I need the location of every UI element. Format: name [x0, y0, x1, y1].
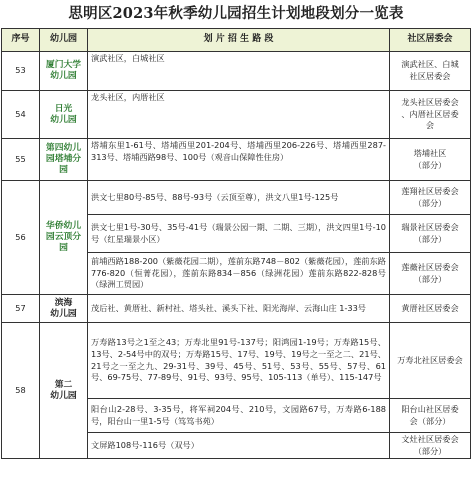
page-title: 思明区2023年秋季幼儿园招生计划地段划分一览表 — [68, 5, 404, 22]
route-text: 洪文七里1号-30号、35号-41号（瑞景公园一期、二期、三期），洪文四里1号-10号（红星瑞景小区） — [88, 215, 390, 253]
row-num: 54 — [2, 91, 40, 139]
kindergarten-name: 华侨幼儿 园云顶分 园 — [40, 181, 88, 295]
table-header-row — [2, 29, 471, 52]
kindergarten-name: 日光 幼儿园 — [40, 91, 88, 139]
route-text: 文屏路108号-116号（双号） — [88, 433, 390, 459]
community-name: 文灶社区居委会 （部分） — [390, 433, 471, 459]
table-row — [2, 181, 471, 215]
route-text: 洪文七里80号-85号、88号-93号（云顶至尊），洪文八里1号-125号 — [88, 181, 390, 215]
community-name: 万寿北社区居委会 — [390, 323, 471, 399]
kindergarten-name: 滨海 幼儿园 — [40, 295, 88, 323]
kindergarten-name: 厦门大学 幼儿园 — [40, 52, 88, 91]
route-text: 龙头社区，内厝社区 — [88, 91, 390, 139]
route-text: 茂后社、黄厝社、新村社、塔头社、溪头下社、阳光海岸、云海山庄 1-33号 — [88, 295, 390, 323]
row-num: 58 — [2, 323, 40, 459]
row-num: 56 — [2, 181, 40, 295]
table-row — [2, 139, 471, 181]
header-community: 社区居委会 — [390, 29, 471, 52]
community-name: 演武社区、白城 社区居委会 — [390, 52, 471, 91]
header-route: 划 片 招 生 路 段 — [88, 29, 390, 52]
community-name: 黄厝社区居委会 — [390, 295, 471, 323]
community-name: 莲薇社区居委会 （部分） — [390, 253, 471, 295]
community-name: 塔埔社区 （部分） — [390, 139, 471, 181]
row-num: 55 — [2, 139, 40, 181]
table-row — [2, 295, 471, 323]
route-text: 前埔西路188-200（紫薇花园二期），莲前东路748－802（紫薇花园），莲前东路776-820（恒菁花园），莲前东路834－856（绿洲花园）莲前东路822-828号（绿洲工贸园） — [88, 253, 390, 295]
route-text: 塔埔东里1-61号、塔埔西里201-204号、塔埔西里206-226号、塔埔西里287-313号、塔埔西路98号、100号（观音山保障性住房） — [88, 139, 390, 181]
header-kindergarten: 幼儿园 — [40, 29, 88, 52]
table-row — [2, 52, 471, 91]
row-num: 53 — [2, 52, 40, 91]
table-row — [2, 91, 471, 139]
community-name: 阳台山社区居委 会（部分） — [390, 399, 471, 433]
community-name: 莲翔社区居委会 （部分） — [390, 181, 471, 215]
table-row — [2, 323, 471, 399]
route-text: 万寿路13号之1至之43；万寿北里91号-137号；阳鸿园1-19号；万寿路15号、13号、2-54号中的双号；万寿路15号、17号、19号、19号之一至之二、21号、21号之一至之九、29-31号、39号、45号、51号、53号、55号、57号、61号、69-75号、77-89号、91号、93号、95号、105-113（单号）、115-147号 — [88, 323, 390, 399]
community-name: 龙头社区居委会 、内厝社区居委 会 — [390, 91, 471, 139]
header-num: 序号 — [2, 29, 40, 52]
route-text: 演武社区，白城社区 — [88, 52, 390, 91]
kindergarten-name: 第二 幼儿园 — [40, 323, 88, 459]
community-name: 瑞景社区居委会 （部分） — [390, 215, 471, 253]
kindergarten-name: 第四幼儿 园塔埔分 园 — [40, 139, 88, 181]
allocation-table — [1, 28, 471, 459]
row-num: 57 — [2, 295, 40, 323]
route-text: 阳台山2-28号、3-35号，将军祠204号、210号，文园路67号，万寿路6-188号，阳台山一里1-5号（笃笃书苑） — [88, 399, 390, 433]
